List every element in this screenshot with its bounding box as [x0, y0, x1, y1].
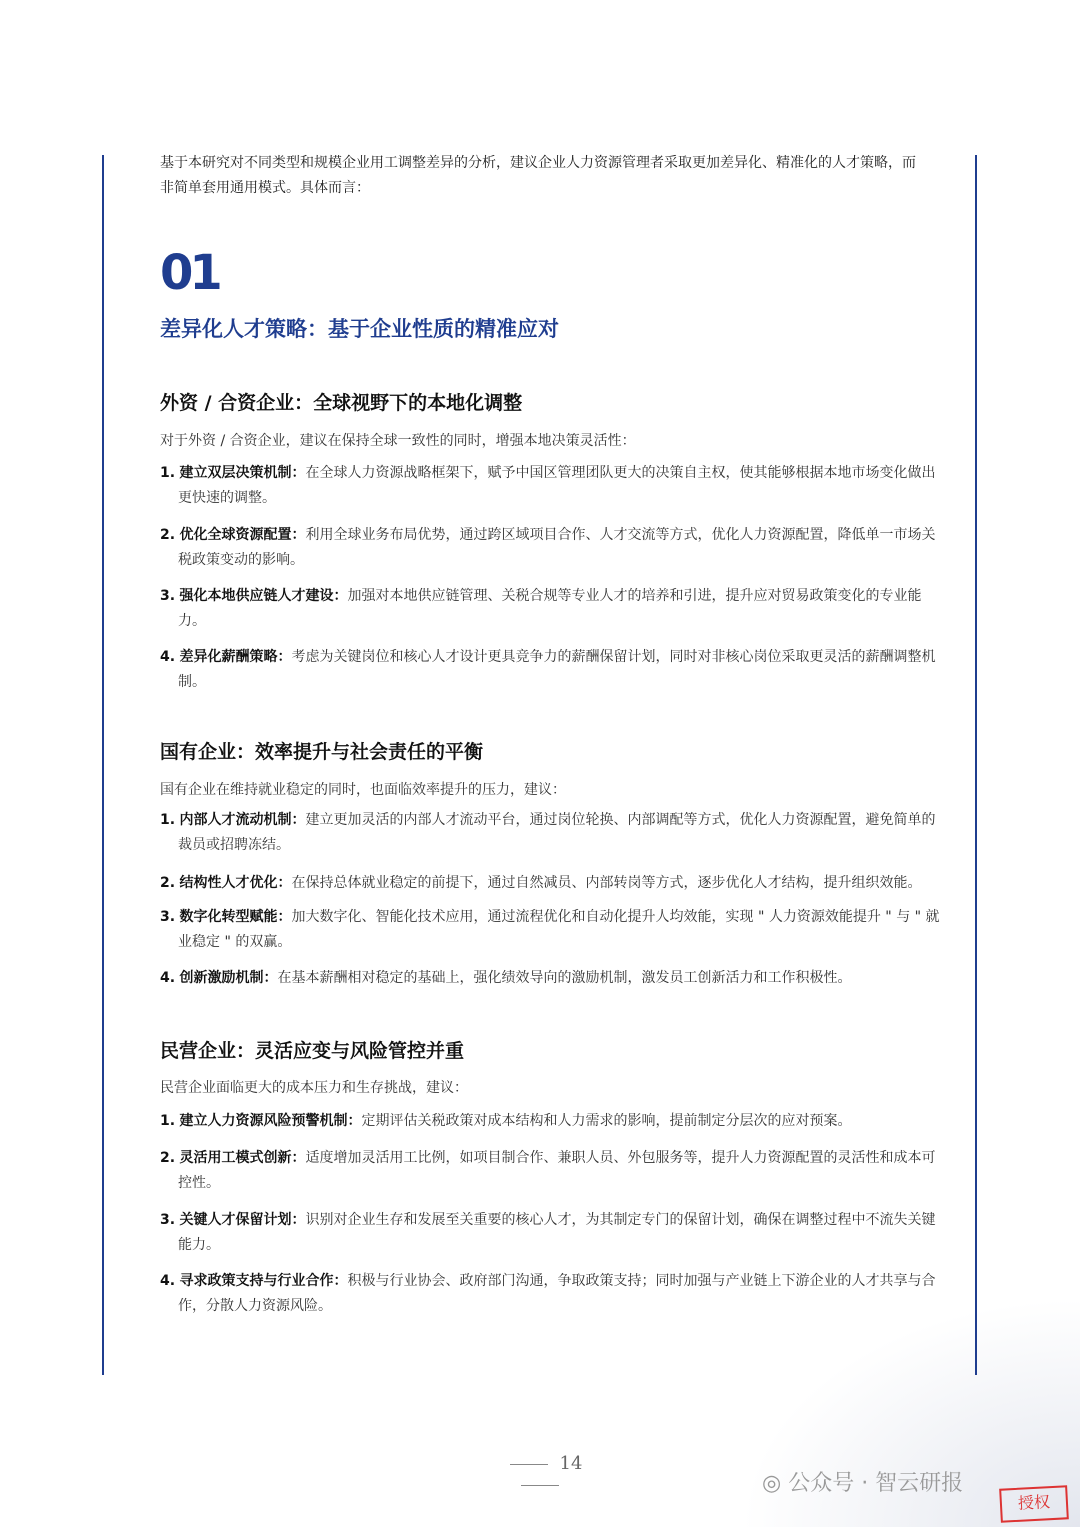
list-item: 2. 结构性人才优化：在保持总体就业稳定的前提下，通过自然减员、内部转岗等方式，逐步优化人才结构，提升组织效能。 [160, 875, 922, 891]
list-item: 4. 差异化薪酬策略：考虑为关键岗位和核心人才设计更具竞争力的薪酬保留计划，同时对非核心岗位采取更灵活的薪酬调整机制。 [160, 649, 936, 690]
list-item: 4. 寻求政策支持与行业合作：积极与行业协会、政府部门沟通，争取政策支持；同时加强与产业链上下游企业的人才共享与合作，分散人力资源风险。 [160, 1273, 936, 1314]
group-lead: 民营企业面临更大的成本压力和生存挑战，建议： [160, 1080, 468, 1096]
list-item: 1. 建立人力资源风险预警机制：定期评估关税政策对成本结构和人力需求的影响，提前制定分层次的应对预案。 [160, 1113, 852, 1129]
group-title: 国有企业：效率提升与社会责任的平衡 [160, 741, 484, 763]
group-lead: 国有企业在维持就业稳定的同时，也面临效率提升的压力，建议： [160, 782, 566, 798]
list-item: 3. 强化本地供应链人才建设：加强对本地供应链管理、关税合规等专业人才的培养和引进，提升应对贸易政策变化的专业能力。 [160, 588, 922, 629]
list-item: 2. 优化全球资源配置：利用全球业务布局优势，通过跨区域项目合作、人才交流等方式，优化人力资源配置，降低单一市场关税政策变动的影响。 [160, 527, 936, 568]
group-title: 民营企业：灵活应变与风险管控并重 [160, 1040, 465, 1062]
left-rule [102, 155, 104, 1375]
right-rule [975, 155, 977, 1375]
page-number: 14 [470, 1453, 610, 1495]
section-title: 差异化人才策略：基于企业性质的精准应对 [160, 317, 559, 341]
list-item: 1. 建立双层决策机制：在全球人力资源战略框架下，赋予中国区管理团队更大的决策自主权，使其能够根据本地市场变化做出更快速的调整。 [160, 465, 936, 506]
watermark: ◎ 公众号 · 智云研报 [762, 1471, 964, 1496]
list-item: 3. 数字化转型赋能：加大数字化、智能化技术应用，通过流程优化和自动化提升人均效能，实现 " 人力资源效能提升 " 与 " 就业稳定 " 的双赢。 [160, 909, 940, 950]
intro-text: 基于本研究对不同类型和规模企业用工调整差异的分析，建议企业人力资源管理者采取更加差异化、精准化的人才策略，而非简单套用通用模式。具体而言： [160, 155, 916, 196]
group-title: 外资 / 合资企业：全球视野下的本地化调整 [160, 392, 523, 414]
list-item: 1. 内部人才流动机制：建立更加灵活的内部人才流动平台，通过岗位轮换、内部调配等方式，优化人力资源配置，避免简单的裁员或招聘冻结。 [160, 812, 936, 853]
list-item: 2. 灵活用工模式创新：适度增加灵活用工比例，如项目制合作、兼职人员、外包服务等，提升人力资源配置的灵活性和成本可控性。 [160, 1150, 936, 1191]
intro-block [160, 151, 922, 201]
group-lead: 对于外资 / 合资企业，建议在保持全球一致性的同时，增强本地决策灵活性： [160, 433, 636, 449]
list-item: 4. 创新激励机制：在基本薪酬相对稳定的基础上，强化绩效导向的激励机制，激发员工创新活力和工作积极性。 [160, 970, 852, 986]
wechat-icon: ◎ [762, 1471, 782, 1496]
section-number: 01 [160, 245, 219, 301]
list-item: 3. 关键人才保留计划：识别对企业生存和发展至关重要的核心人才，为其制定专门的保留计划，确保在调整过程中不流失关键能力。 [160, 1212, 936, 1253]
seal-stamp: 授权 [999, 1485, 1069, 1523]
